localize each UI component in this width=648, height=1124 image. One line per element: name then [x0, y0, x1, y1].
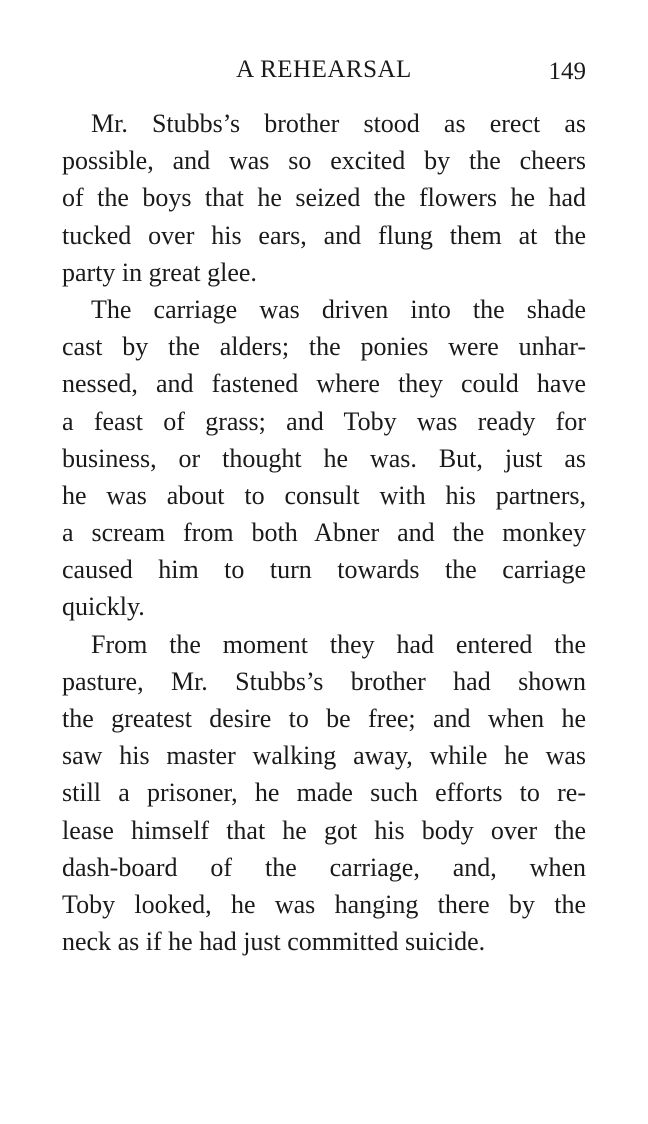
text-line: possible, and was so excited by the cheers: [62, 146, 586, 176]
text-line: nessed, and fastened where they could have: [62, 369, 586, 399]
text-line: he was about to consult with his partners,: [62, 480, 586, 510]
text-line: pasture, Mr. Stubbs’s brother had shown: [62, 666, 586, 696]
text-line: neck as if he had just committed suicide.: [62, 927, 486, 957]
text-line: a feast of grass; and Toby was ready for: [62, 406, 586, 436]
text-line: still a prisoner, he made such efforts to re-: [62, 778, 586, 808]
text-line: business, or thought he was. But, just as: [62, 443, 586, 473]
text-line: lease himself that he got his body over the: [62, 815, 586, 845]
text-line: cast by the alders; the ponies were unhar-: [62, 332, 586, 362]
text-line: saw his master walking away, while he was: [62, 741, 586, 771]
paragraph-2: [62, 291, 586, 626]
body-text: [62, 105, 586, 960]
text-line: caused him to turn towards the carriage: [62, 555, 586, 585]
text-line: From the moment they had entered the: [91, 629, 586, 659]
text-line: tucked over his ears, and flung them at the: [62, 220, 586, 250]
text-line: The carriage was driven into the shade: [91, 294, 586, 324]
text-line: the greatest desire to be free; and when he: [62, 704, 586, 733]
page-number: 149: [548, 58, 586, 85]
running-title: A REHEARSAL: [236, 56, 412, 83]
text-line: quickly.: [62, 592, 145, 622]
text-line: party in great glee.: [62, 257, 257, 287]
text-line: of the boys that he seized the flowers he had: [62, 183, 586, 213]
text-line: dash-board of the carriage, and, when: [62, 852, 586, 882]
paragraph-3: [62, 626, 586, 961]
text-line: a scream from both Abner and the monkey: [62, 518, 586, 548]
paragraph-1: [62, 105, 586, 291]
text-line: Toby looked, he was hanging there by the: [62, 889, 586, 919]
running-head: [62, 56, 586, 90]
text-line: Mr. Stubbs’s brother stood as erect as: [91, 109, 586, 138]
